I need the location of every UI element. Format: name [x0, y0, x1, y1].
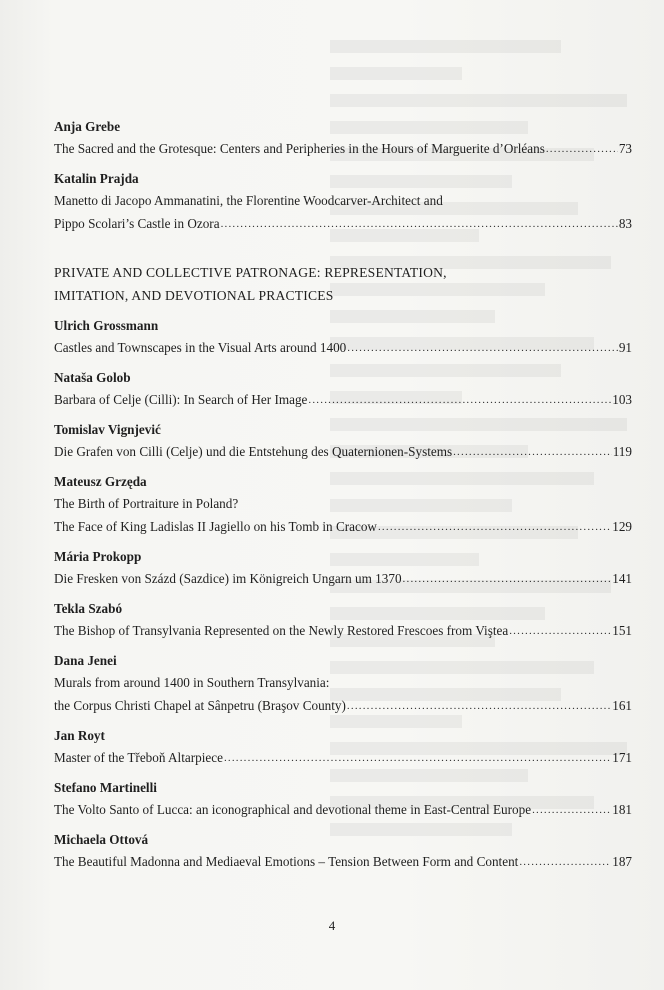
toc-title-line — [54, 798, 632, 823]
toc-entry — [54, 471, 632, 540]
toc-title-text: The Bishop of Transylvania Represented on the Newly Restored Frescoes from Viştea — [54, 623, 509, 638]
toc-title-line — [54, 567, 632, 592]
toc-entry — [54, 367, 632, 413]
toc-title-text: Pippo Scolari’s Castle in Ozora — [54, 216, 220, 231]
toc-title-line — [54, 440, 632, 465]
toc-entry — [54, 598, 632, 644]
toc-page-number: 119 — [612, 444, 632, 459]
toc-title-line — [54, 619, 632, 644]
toc-page-number: 171 — [612, 750, 632, 765]
toc-entry — [54, 168, 632, 237]
toc-author: Mateusz Grzęda — [54, 474, 147, 489]
toc-title-line — [54, 212, 632, 237]
toc-author: Katalin Prajda — [54, 171, 139, 186]
toc-title-text: the Corpus Christi Chapel at Sânpetru (Braşov County) — [54, 698, 346, 713]
toc-title-line — [54, 746, 632, 771]
dot-leader — [509, 620, 611, 643]
dot-leader — [532, 799, 611, 822]
toc-title-text: Barbara of Celje (Cilli): In Search of Her Image — [54, 392, 308, 407]
toc-title-text: Die Fresken von Százd (Sazdice) im Königreich Ungarn um 1370 — [54, 571, 402, 586]
toc-title-line — [54, 137, 632, 162]
toc-title-text: Die Grafen von Cilli (Celje) und die Entstehung des Quaternionen-Systems — [54, 444, 453, 459]
dot-leader — [347, 337, 618, 360]
section-heading-line: IMITATION, AND DEVOTIONAL PRACTICES — [54, 288, 334, 303]
toc-page-number: 141 — [612, 571, 632, 586]
toc-title-text: The Birth of Portraiture in Poland? — [54, 496, 239, 511]
dot-leader — [453, 441, 612, 464]
toc-entry — [54, 777, 632, 823]
dot-leader — [378, 516, 611, 539]
dot-leader — [224, 747, 611, 770]
toc-title-line — [54, 388, 632, 413]
toc-entry — [54, 419, 632, 465]
toc-title-text: The Volto Santo of Lucca: an iconographical and devotional theme in East-Central Europe — [54, 802, 532, 817]
toc-page-number: 73 — [618, 141, 632, 156]
toc-entry — [54, 829, 632, 875]
toc-author: Nataša Golob — [54, 370, 131, 385]
toc-entry — [54, 116, 632, 162]
toc-entry — [54, 650, 632, 719]
toc-entries-group — [54, 116, 632, 237]
toc-title-text: The Sacred and the Grotesque: Centers and Peripheries in the Hours of Marguerite d’Orléans — [54, 141, 545, 156]
table-of-contents — [54, 116, 632, 881]
dot-leader — [546, 138, 618, 161]
toc-title-line — [54, 336, 632, 361]
toc-entry — [54, 725, 632, 771]
toc-author: Anja Grebe — [54, 119, 121, 134]
toc-author: Stefano Martinelli — [54, 780, 157, 795]
section-heading-line: PRIVATE AND COLLECTIVE PATRONAGE: REPRESENTATION, — [54, 265, 447, 280]
dot-leader — [403, 568, 612, 591]
dot-leader — [347, 695, 611, 718]
toc-entries-group — [54, 315, 632, 875]
toc-title-text: Murals from around 1400 in Southern Transylvania: — [54, 675, 330, 690]
toc-entry — [54, 315, 632, 361]
toc-author: Dana Jenei — [54, 653, 117, 668]
toc-page-number: 83 — [618, 216, 632, 231]
toc-title-text: Castles and Townscapes in the Visual Arts around 1400 — [54, 340, 347, 355]
page-number: 4 — [328, 918, 336, 933]
toc-author: Tekla Szabó — [54, 601, 123, 616]
dot-leader — [221, 213, 618, 236]
toc-title-text: The Face of King Ladislas II Jagiello on his Tomb in Cracow — [54, 519, 377, 534]
toc-title-line — [54, 515, 632, 540]
toc-author: Mária Prokopp — [54, 549, 142, 564]
toc-author: Ulrich Grossmann — [54, 318, 159, 333]
dot-leader — [519, 851, 611, 874]
toc-title-text: Manetto di Jacopo Ammanatini, the Florentine Woodcarver-Architect and — [54, 193, 443, 208]
section-heading — [54, 261, 632, 307]
toc-page-number: 91 — [618, 340, 632, 355]
toc-entry — [54, 546, 632, 592]
toc-page-number: 151 — [612, 623, 632, 638]
toc-title-line — [54, 694, 632, 719]
dot-leader — [308, 389, 611, 412]
toc-title-line — [54, 492, 632, 515]
toc-author: Michaela Ottová — [54, 832, 149, 847]
toc-page-number: 129 — [612, 519, 632, 534]
toc-title-line — [54, 850, 632, 875]
toc-title-text: The Beautiful Madonna and Mediaeval Emotions – Tension Between Form and Content — [54, 854, 519, 869]
toc-author: Tomislav Vignjević — [54, 422, 161, 437]
toc-title-line — [54, 671, 632, 694]
toc-page-number: 103 — [612, 392, 632, 407]
toc-page-number: 181 — [612, 802, 632, 817]
toc-title-text: Master of the Třeboň Altarpiece — [54, 750, 223, 765]
toc-author: Jan Royt — [54, 728, 105, 743]
toc-page-number: 187 — [612, 854, 632, 869]
toc-title-line — [54, 189, 632, 212]
toc-page-number: 161 — [612, 698, 632, 713]
